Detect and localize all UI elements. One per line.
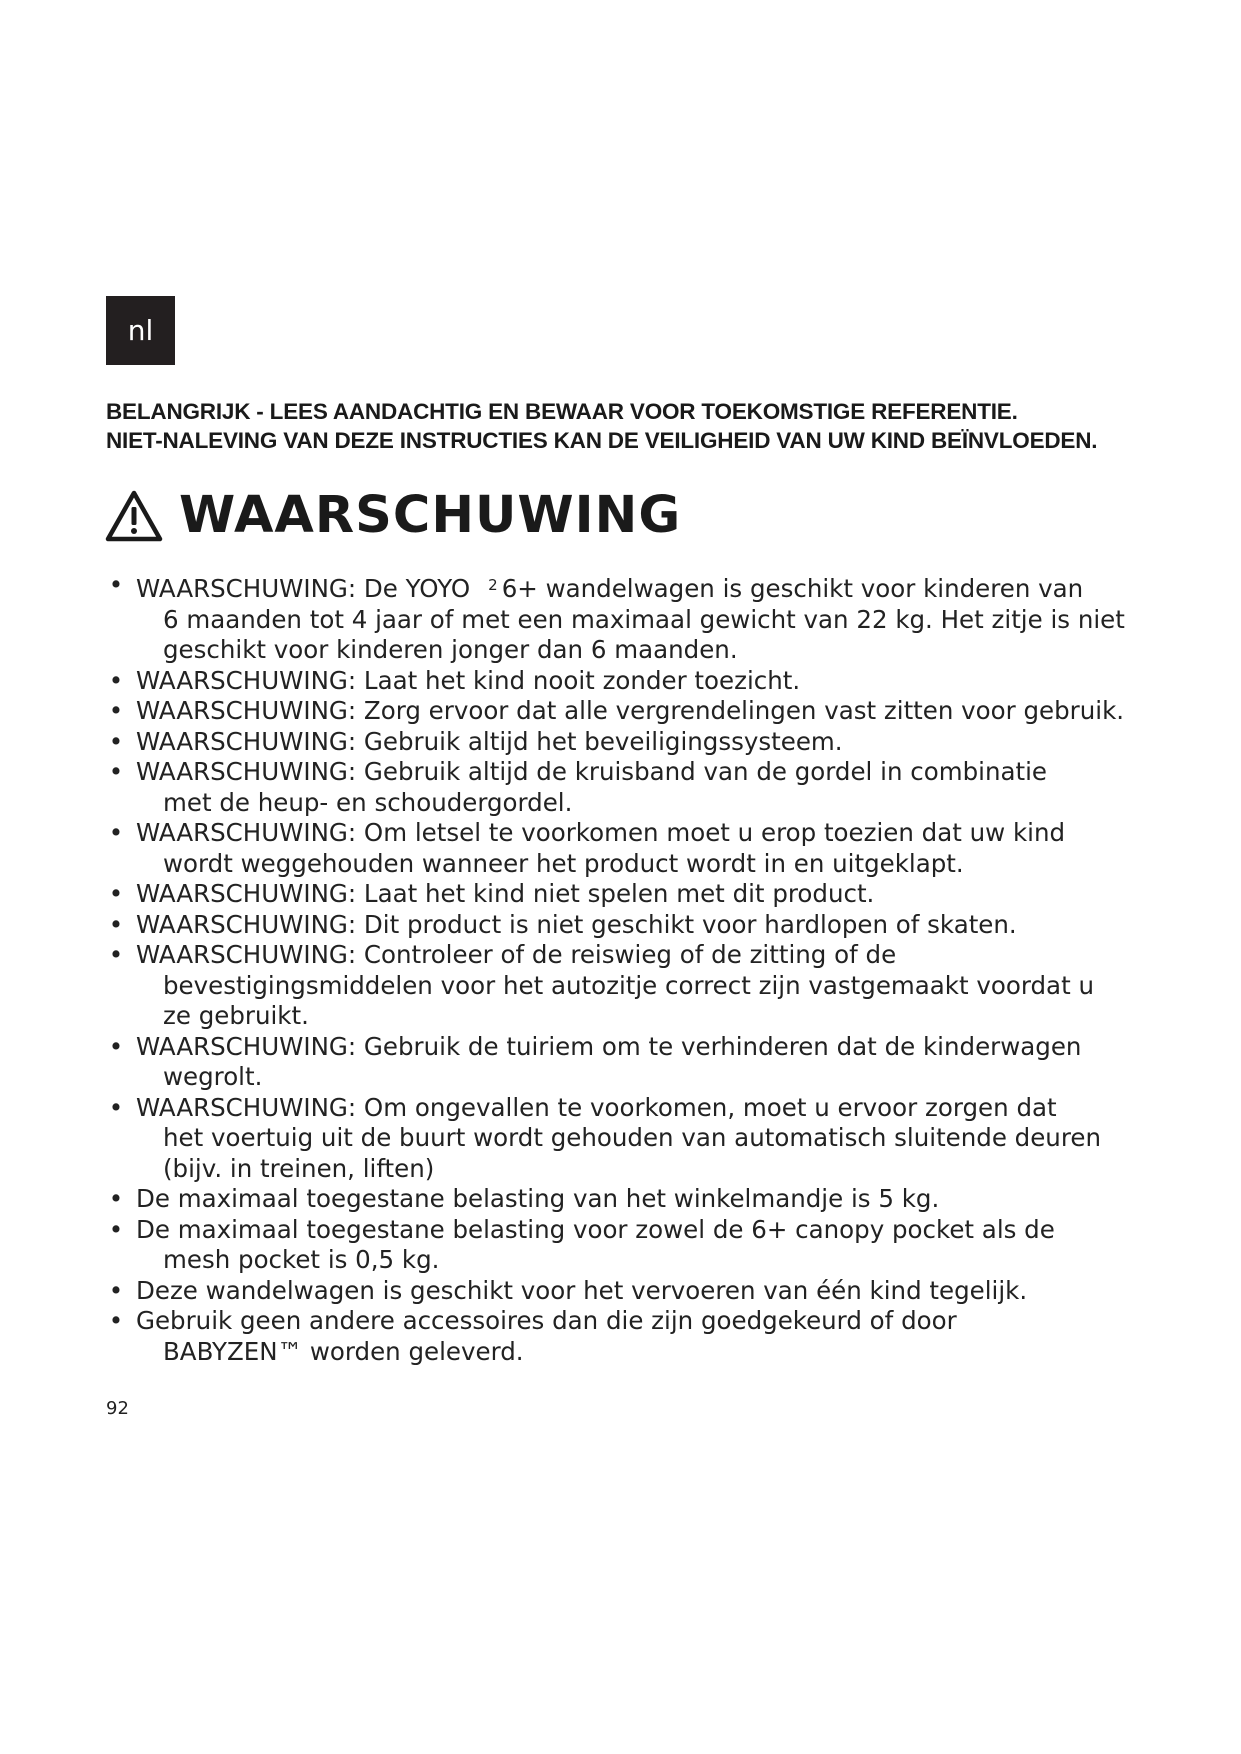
warning-first-line: WAARSCHUWING: Zorg ervoor dat alle vergrendelingen vast zitten voor gebruik. xyxy=(136,696,1125,725)
warning-item xyxy=(106,879,1136,910)
important-notice xyxy=(106,397,1186,455)
warning-first-line: Deze wandelwagen is geschikt voor het vervoeren van één kind tegelijk. xyxy=(136,1275,1028,1305)
warning-item xyxy=(106,1032,1136,1093)
warning-continuation-line: geschikt voor kinderen jonger dan 6 maanden. xyxy=(163,635,738,664)
bullet-icon: • xyxy=(108,757,124,786)
warning-continuation-line: 6 maanden tot 4 jaar of met een maximaal gewicht van 22 kg. Het zitje is niet xyxy=(163,604,1125,634)
warning-item xyxy=(106,1215,1136,1276)
bullet-icon: • xyxy=(108,1092,124,1122)
bullet-icon: • xyxy=(108,726,124,756)
warning-item xyxy=(106,1306,1136,1367)
warning-item xyxy=(106,570,1136,666)
warning-triangle-icon xyxy=(104,489,164,543)
warning-heading-text: WAARSCHUWING xyxy=(179,486,682,545)
language-badge: nl xyxy=(106,296,175,365)
warning-text: WAARSCHUWING: De YOYO xyxy=(136,574,471,603)
warning-first-line: WAARSCHUWING: Laat het kind niet spelen met dit product. xyxy=(136,879,875,908)
notice-line-2: NIET-NALEVING VAN DEZE INSTRUCTIES KAN DE VEILIGHEID VAN UW KIND BEÏNVLOEDEN. xyxy=(106,428,1098,453)
warning-first-line: WAARSCHUWING: Om letsel te voorkomen moet u erop toezien dat uw kind xyxy=(136,818,1066,847)
warning-first-line: Gebruik geen andere accessoires dan die zijn goedgekeurd of door xyxy=(136,1306,957,1335)
warning-first-line: WAARSCHUWING: Gebruik de tuiriem om te verhinderen dat de kinderwagen xyxy=(136,1031,1082,1061)
warning-continuation-line: mesh pocket is 0,5 kg. xyxy=(163,1245,440,1274)
warning-first-line: WAARSCHUWING: Dit product is niet geschikt voor hardlopen of skaten. xyxy=(136,909,1017,939)
bullet-icon: • xyxy=(108,1031,124,1061)
warning-continuation-line: wordt weggehouden wanneer het product wordt in en uitgeklapt. xyxy=(163,848,964,878)
warning-item xyxy=(106,666,1136,697)
bullet-icon: • xyxy=(108,1306,124,1335)
warning-first-line: De maximaal toegestane belasting voor zowel de 6+ canopy pocket als de xyxy=(136,1214,1055,1244)
page-number: 92 xyxy=(106,1398,129,1419)
warning-continuation-line: met de heup- en schoudergordel. xyxy=(163,787,573,817)
warning-item xyxy=(106,757,1136,818)
bullet-icon: • xyxy=(108,1275,124,1305)
warning-continuation-line: wegrolt. xyxy=(163,1062,263,1091)
warning-item xyxy=(106,1093,1136,1185)
warning-text: 6+ wandelwagen is geschikt voor kinderen van xyxy=(501,574,1084,603)
warning-continuation xyxy=(136,1337,1136,1368)
warning-continuation-line: ze gebruikt. xyxy=(163,1001,309,1030)
warning-continuation-line: het voertuig uit de buurt wordt gehouden van automatisch sluitende deuren xyxy=(163,1123,1101,1152)
warning-first-line: WAARSCHUWING: Gebruik altijd het beveiligingssysteem. xyxy=(136,726,843,756)
warning-item xyxy=(106,910,1136,941)
warning-continuation-line: (bijv. in treinen, liften) xyxy=(163,1153,435,1183)
warning-first-line xyxy=(136,570,1136,605)
bullet-icon: • xyxy=(108,818,124,847)
warning-first-line: WAARSCHUWING: Om ongevallen te voorkomen, moet u ervoor zorgen dat xyxy=(136,1092,1057,1122)
warnings-list xyxy=(106,570,1136,1367)
warning-continuation xyxy=(136,788,1136,819)
warning-continuation xyxy=(136,1245,1136,1276)
warning-item xyxy=(106,1184,1136,1215)
warning-first-line: WAARSCHUWING: Laat het kind nooit zonder toezicht. xyxy=(136,665,801,695)
warning-item xyxy=(106,1276,1136,1307)
warning-continuation xyxy=(136,605,1136,666)
warning-continuation xyxy=(136,1123,1136,1184)
warning-item xyxy=(106,818,1136,879)
warning-item xyxy=(106,940,1136,1032)
bullet-icon: • xyxy=(108,1214,124,1244)
bullet-icon: • xyxy=(108,570,124,599)
warning-continuation xyxy=(136,971,1136,1032)
warning-continuation xyxy=(136,1062,1136,1093)
warning-heading xyxy=(104,483,681,549)
bullet-icon: • xyxy=(108,665,124,695)
notice-line-1: BELANGRIJK - LEES AANDACHTIG EN BEWAAR VOOR TOEKOMSTIGE REFERENTIE. xyxy=(106,399,1018,424)
bullet-icon: • xyxy=(108,879,124,908)
warning-first-line: WAARSCHUWING: Gebruik altijd de kruisband van de gordel in combinatie xyxy=(136,757,1047,786)
warning-continuation-line: bevestigingsmiddelen voor het autozitje correct zijn vastgemaakt voordat u xyxy=(163,970,1094,1000)
bullet-icon: • xyxy=(108,940,124,969)
warning-continuation-line: BABYZEN™ worden geleverd. xyxy=(163,1336,524,1366)
warning-item xyxy=(106,696,1136,727)
bullet-icon: • xyxy=(108,696,124,725)
warning-first-line: De maximaal toegestane belasting van het winkelmandje is 5 kg. xyxy=(136,1184,940,1213)
bullet-icon: • xyxy=(108,1184,124,1213)
superscript: 2 xyxy=(488,576,498,594)
warning-first-line: WAARSCHUWING: Controleer of de reiswieg of de zitting of de xyxy=(136,940,897,969)
warning-continuation xyxy=(136,849,1136,880)
warning-item xyxy=(106,727,1136,758)
bullet-icon: • xyxy=(108,909,124,939)
